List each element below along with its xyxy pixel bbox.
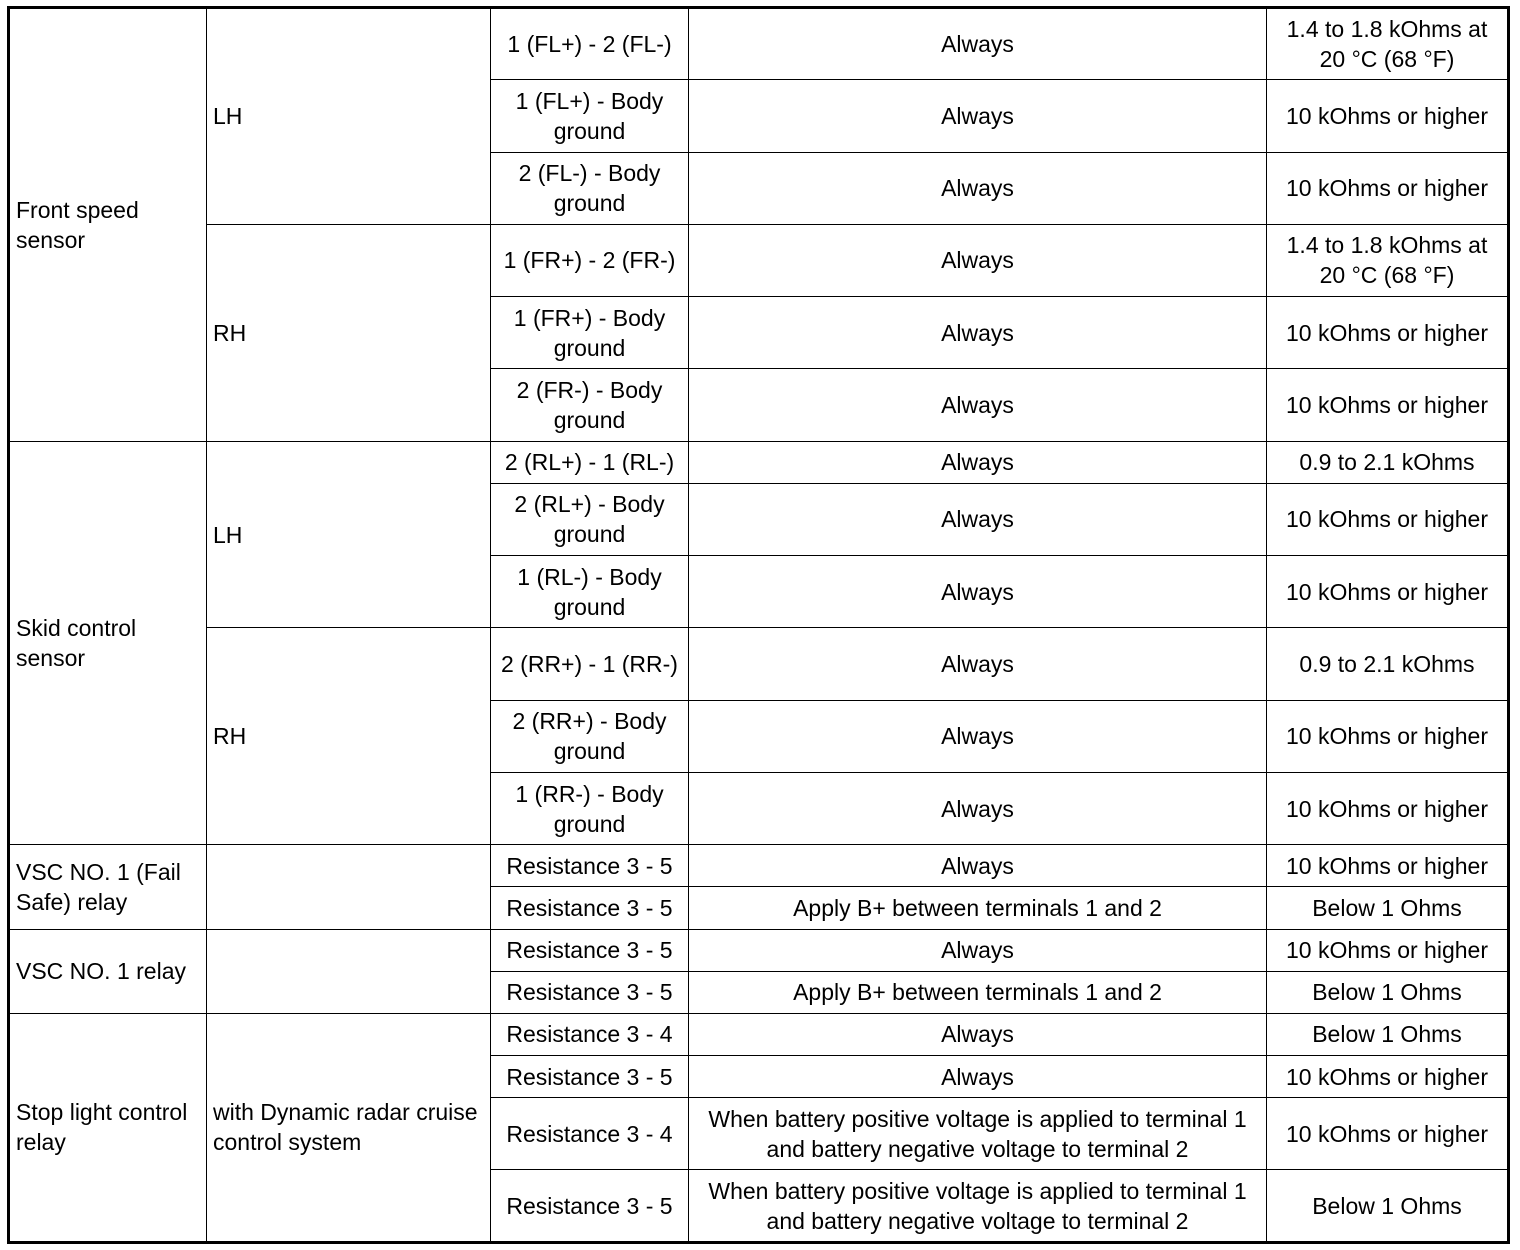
condition-cell: Always [689,80,1267,152]
spec-cell: 10 kOhms or higher [1267,556,1509,628]
spec-cell: Below 1 Ohms [1267,971,1509,1013]
terminal-cell: Resistance 3 - 5 [491,887,689,929]
component-cell: Skid control sensor [9,441,207,845]
spec-cell: 0.9 to 2.1 kOhms [1267,441,1509,483]
terminal-cell: Resistance 3 - 5 [491,971,689,1013]
terminal-cell: 2 (RR+) - 1 (RR-) [491,628,689,700]
component-cell: VSC NO. 1 relay [9,929,207,1013]
table-row [9,8,1509,80]
terminal-cell: 1 (FL+) - Body ground [491,80,689,152]
condition-cell: Always [689,845,1267,887]
spec-cell: 10 kOhms or higher [1267,1098,1509,1170]
condition-cell: Always [689,772,1267,844]
condition-cell: Always [689,369,1267,441]
terminal-cell: 1 (FL+) - 2 (FL-) [491,8,689,80]
spec-cell: 10 kOhms or higher [1267,369,1509,441]
terminal-cell: 2 (FL-) - Body ground [491,152,689,224]
spec-cell: 10 kOhms or higher [1267,772,1509,844]
side-cell: with Dynamic radar cruise control system [207,1013,491,1242]
spec-cell: 1.4 to 1.8 kOhms at 20 °C (68 °F) [1267,224,1509,296]
terminal-cell: Resistance 3 - 5 [491,1056,689,1098]
component-cell: Front speed sensor [9,8,207,442]
condition-cell: Always [689,8,1267,80]
spec-cell: 10 kOhms or higher [1267,297,1509,369]
terminal-cell: Resistance 3 - 5 [491,845,689,887]
side-cell [207,929,491,1013]
table-row [9,224,1509,296]
spec-cell: 10 kOhms or higher [1267,483,1509,555]
condition-cell: Always [689,700,1267,772]
condition-cell: Always [689,628,1267,700]
condition-cell: Apply B+ between terminals 1 and 2 [689,971,1267,1013]
terminal-cell: 2 (RR+) - Body ground [491,700,689,772]
condition-cell: When battery positive voltage is applied to terminal 1 and battery negative voltage to terminal 2 [689,1170,1267,1243]
inspection-table [7,6,1510,1244]
spec-cell: 10 kOhms or higher [1267,845,1509,887]
terminal-cell: 1 (RL-) - Body ground [491,556,689,628]
terminal-cell: 2 (FR-) - Body ground [491,369,689,441]
spec-cell: 10 kOhms or higher [1267,80,1509,152]
table-row [9,1013,1509,1055]
spec-cell: 10 kOhms or higher [1267,152,1509,224]
condition-cell: Always [689,152,1267,224]
side-cell [207,845,491,929]
condition-cell: Always [689,1056,1267,1098]
spec-cell: 1.4 to 1.8 kOhms at 20 °C (68 °F) [1267,8,1509,80]
side-cell: RH [207,628,491,845]
side-cell: LH [207,8,491,225]
spec-cell: 10 kOhms or higher [1267,929,1509,971]
terminal-cell: Resistance 3 - 4 [491,1013,689,1055]
terminal-cell: 1 (FR+) - Body ground [491,297,689,369]
condition-cell: When battery positive voltage is applied to terminal 1 and battery negative voltage to terminal 2 [689,1098,1267,1170]
terminal-cell: 1 (RR-) - Body ground [491,772,689,844]
spec-cell: Below 1 Ohms [1267,887,1509,929]
table-row [9,845,1509,887]
terminal-cell: Resistance 3 - 5 [491,1170,689,1243]
condition-cell: Always [689,556,1267,628]
condition-cell: Always [689,1013,1267,1055]
table-row [9,929,1509,971]
side-cell: LH [207,441,491,628]
condition-cell: Always [689,929,1267,971]
terminal-cell: 2 (RL+) - Body ground [491,483,689,555]
condition-cell: Always [689,441,1267,483]
spec-cell: 10 kOhms or higher [1267,700,1509,772]
terminal-cell: Resistance 3 - 5 [491,929,689,971]
spec-cell: Below 1 Ohms [1267,1013,1509,1055]
terminal-cell: 1 (FR+) - 2 (FR-) [491,224,689,296]
condition-cell: Always [689,483,1267,555]
component-cell: VSC NO. 1 (Fail Safe) relay [9,845,207,929]
table-row [9,441,1509,483]
spec-cell: 0.9 to 2.1 kOhms [1267,628,1509,700]
condition-cell: Apply B+ between terminals 1 and 2 [689,887,1267,929]
table-row [9,628,1509,700]
component-cell: Stop light control relay [9,1013,207,1242]
condition-cell: Always [689,224,1267,296]
terminal-cell: Resistance 3 - 4 [491,1098,689,1170]
side-cell: RH [207,224,491,441]
condition-cell: Always [689,297,1267,369]
spec-cell: Below 1 Ohms [1267,1170,1509,1243]
terminal-cell: 2 (RL+) - 1 (RL-) [491,441,689,483]
spec-cell: 10 kOhms or higher [1267,1056,1509,1098]
